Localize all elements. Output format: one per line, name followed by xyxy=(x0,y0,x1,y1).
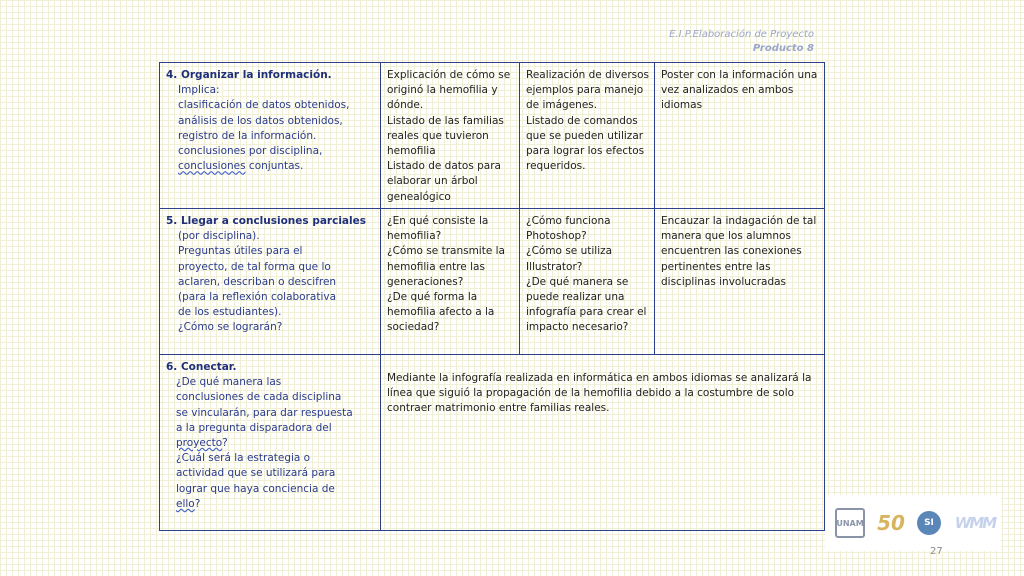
cell-text: Explicación de cómo se originó la hemofilia y dónde. Listado de las familias reales que tuvieron hemofilia Listado de datos para elaborar un árbol genealógico xyxy=(381,63,520,209)
anniversary-50-logo: 50 xyxy=(877,511,905,535)
stage-line: lograr que haya conciencia de xyxy=(176,482,335,495)
stage-line: conclusiones por disciplina, xyxy=(178,145,323,158)
stage-line: a la pregunta disparadora del xyxy=(176,421,332,434)
project-table xyxy=(159,62,825,531)
stage-line: de los estudiantes). xyxy=(178,306,282,319)
stage-heading: 6. Conectar. xyxy=(166,361,237,373)
header-title: E.I.P.Elaboración de Proyecto xyxy=(669,29,814,40)
page-number: 27 xyxy=(930,546,943,557)
stage-line: conclusiones conjuntas. xyxy=(178,160,304,173)
stage-line: ello? xyxy=(176,497,201,510)
stage-line: (por disciplina). xyxy=(178,230,260,243)
stage-cell xyxy=(160,209,381,355)
stage-cell xyxy=(160,63,381,209)
cell-text: Mediante la infografía realizada en informática en ambos idiomas se analizará la línea que siguió la propagación de la hemofilia debido a la costumbre de solo contraer matrimonio entre familias reales. xyxy=(381,355,825,531)
stage-line: proyecto? xyxy=(176,437,228,450)
stage-line: registro de la información. xyxy=(178,129,317,142)
slide-header xyxy=(669,28,814,56)
stage-line: análisis de los datos obtenidos, xyxy=(178,114,343,127)
stage-heading: 4. Organizar la información. xyxy=(166,69,332,81)
cell-text: ¿Cómo funciona Photoshop? ¿Cómo se utiliza Illustrator? ¿De qué manera se puede realizar una infografía para crear el impacto necesario? xyxy=(520,209,655,355)
stage-line: Preguntas útiles para el xyxy=(178,245,303,258)
cell-text: Poster con la información una vez analizados en ambos idiomas xyxy=(655,63,825,209)
stage-line: proyecto, de tal forma que lo xyxy=(178,260,331,273)
table-row xyxy=(160,63,825,209)
stage-line: se vincularán, para dar respuesta xyxy=(176,406,353,419)
unam-logo: UNAM xyxy=(835,508,865,538)
stage-line: ¿De qué manera las xyxy=(176,376,282,389)
stage-line: actividad que se utilizará para xyxy=(176,467,336,480)
wm-logo: WMM xyxy=(954,514,996,532)
cell-text: Realización de diversos ejemplos para manejo de imágenes. Listado de comandos que se pueden utilizar para lograr los efectos requeridos. xyxy=(520,63,655,209)
stage-heading: 5. Llegar a conclusiones parciales xyxy=(166,215,366,227)
si-logo: SI xyxy=(917,511,941,535)
stage-line: Implica: xyxy=(178,84,220,97)
table-row xyxy=(160,355,825,531)
stage-line: (para la reflexión colaborativa xyxy=(178,291,337,304)
stage-line: aclaren, describan o descifren xyxy=(178,275,337,288)
stage-line: clasificación de datos obtenidos, xyxy=(178,99,350,112)
stage-line: ¿Cómo se lograrán? xyxy=(178,321,283,334)
cell-text: Encauzar la indagación de tal manera que los alumnos encuentren las conexiones pertinentes entre las disciplinas involucradas xyxy=(655,209,825,355)
stage-line: conclusiones de cada disciplina xyxy=(176,391,342,404)
header-product: Producto 8 xyxy=(752,43,814,54)
table-row xyxy=(160,209,825,355)
logo-strip xyxy=(825,495,1001,551)
stage-cell xyxy=(160,355,381,531)
cell-text: ¿En qué consiste la hemofilia? ¿Cómo se transmite la hemofilia entre las generaciones? ¿De qué forma la hemofilia afecto a la sociedad? xyxy=(381,209,520,355)
stage-line: ¿Cuál será la estrategia o xyxy=(176,452,311,465)
